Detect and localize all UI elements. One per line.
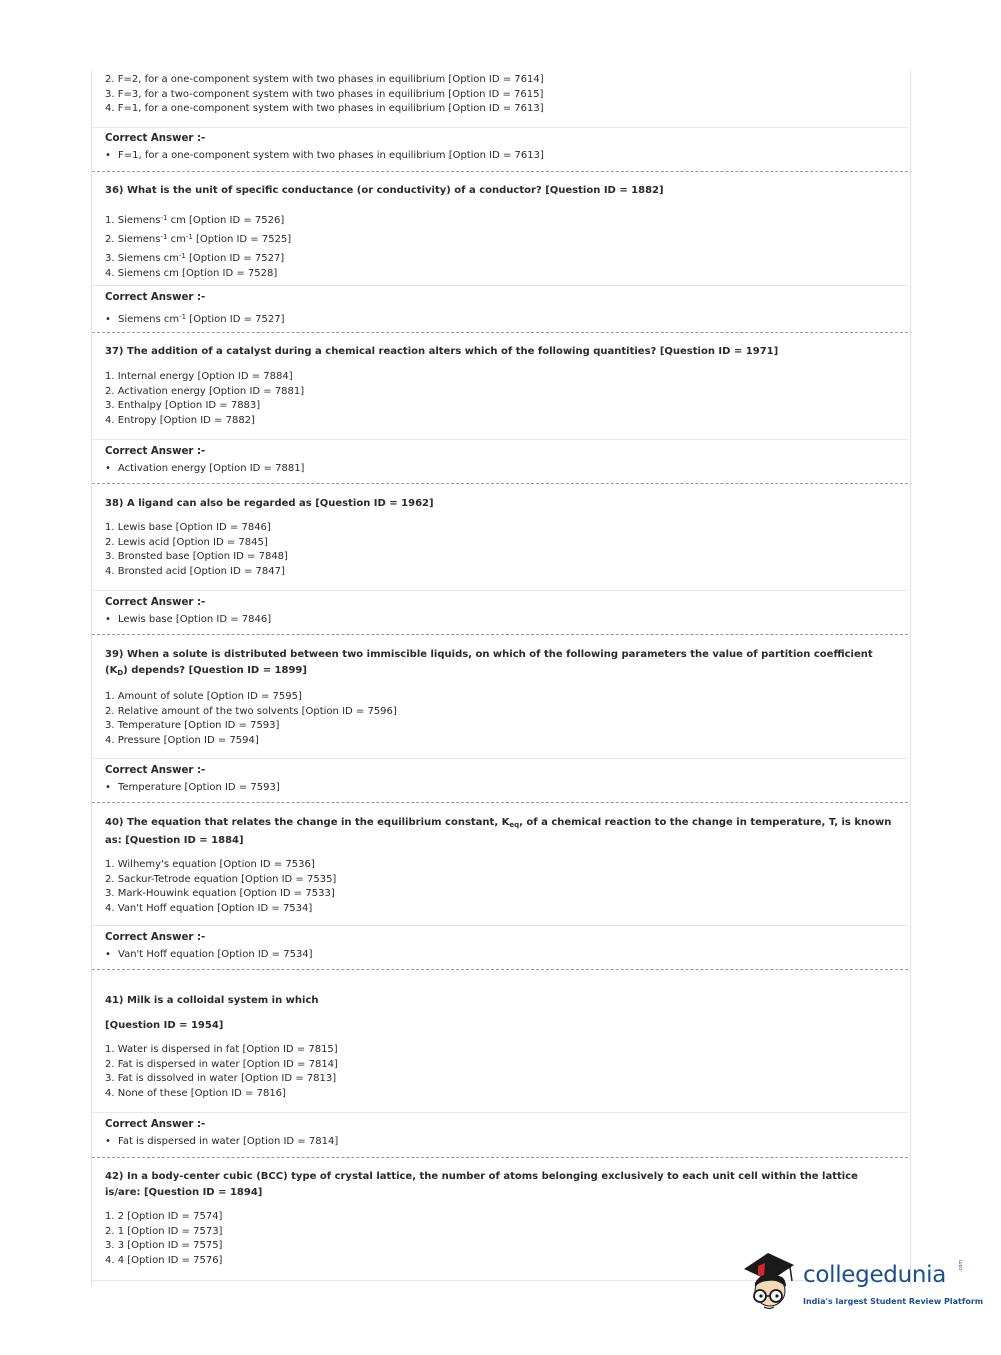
option-line: 2. F=2, for a one-component system with two phases in equilibrium [Option ID = 7614] [105, 74, 544, 85]
separator [92, 590, 908, 591]
separator [92, 285, 908, 286]
question-37 [105, 344, 895, 429]
question-divider [92, 332, 908, 333]
options-list [105, 1043, 895, 1102]
option-line: 3. Siemens $cm^{-1}$ [Option ID = 7527] [105, 252, 285, 264]
option-line: 2. 1 [Option ID = 7573] [105, 1225, 223, 1237]
option-line: 1. Amount of solute [Option ID = 7595] [105, 691, 302, 702]
question-divider [92, 1157, 908, 1158]
question-text: 36) What is the unit of specific conductance (or conductivity) of a conductor? [Question ID = 1882] [105, 185, 664, 196]
question-text: 40) The equation that relates the change in the equilibrium constant, $K_{eq}$, of a chemical reaction to the change in temperature, T, is known as: [Question ID = 1884] [105, 817, 892, 846]
option-line: 3. F=3, for a two-component system with two phases in equilibrium [Option ID = 7615] [105, 88, 544, 100]
answer-39 [105, 764, 895, 795]
option-line: 3. Enthalpy [Option ID = 7883] [105, 400, 261, 412]
option-line: 1. Lewis base [Option ID = 7846] [105, 522, 271, 533]
options-list [105, 210, 895, 282]
option-line: 4. Entropy [Option ID = 7882] [105, 415, 255, 427]
brand-name: collegedunia [803, 1262, 947, 1288]
option-line: 3. 3 [Option ID = 7575] [105, 1240, 223, 1252]
option-line: 2. Lewis acid [Option ID = 7845] [105, 536, 268, 548]
options-list [105, 690, 895, 749]
question-40 [105, 815, 895, 917]
correct-answer-label: Correct Answer :- [105, 932, 206, 943]
correct-answer: • Siemens $cm^{-1}$ [Option ID = 7527] [105, 313, 285, 325]
option-line: 2. Sackur-Tetrode equation [Option ID = 7535] [105, 873, 337, 885]
option-line: 4. F=1, for a one-component system with two phases in equilibrium [Option ID = 7613] [105, 103, 544, 115]
separator [92, 758, 908, 759]
option-line: 2. Siemens$^{-1}$ $cm^{-1}$ [Option ID = 7525] [105, 233, 292, 245]
option-line: 4. Van't Hoff equation [Option ID = 7534] [105, 903, 313, 915]
brand-tagline: India's largest Student Review Platform [803, 1297, 984, 1306]
option-line: 1. 2 [Option ID = 7574] [105, 1211, 223, 1222]
option-line: 1. Internal energy [Option ID = 7884] [105, 371, 293, 382]
option-line: 3. Bronsted base [Option ID = 7848] [105, 551, 288, 563]
correct-answer: • Lewis base [Option ID = 7846] [105, 614, 272, 625]
option-line: 2. Relative amount of the two solvents [Option ID = 7596] [105, 705, 397, 717]
question-id: [Question ID = 1954] [105, 1020, 224, 1031]
option-line: 2. Fat is dispersed in water [Option ID = 7814] [105, 1058, 338, 1070]
exam-sheet [91, 70, 911, 1285]
correct-answer-label: Correct Answer :- [105, 292, 206, 303]
correct-answer: • Activation energy [Option ID = 7881] [105, 463, 305, 474]
correct-answer: • Fat is dispersed in water [Option ID = 7814] [105, 1136, 339, 1147]
option-line: 3. Temperature [Option ID = 7593] [105, 720, 280, 732]
intro-answer-block [105, 132, 895, 163]
correct-answer-label: Correct Answer :- [105, 597, 206, 608]
question-text: 41) Milk is a colloidal system in which [105, 995, 319, 1006]
option-line: 4. None of these [Option ID = 7816] [105, 1088, 286, 1100]
question-divider [92, 802, 908, 803]
correct-answer-label: Correct Answer :- [105, 1119, 206, 1130]
correct-answer: • Temperature [Option ID = 7593] [105, 782, 280, 793]
options-list [105, 858, 895, 917]
question-text: 38) A ligand can also be regarded as [Question ID = 1962] [105, 498, 434, 509]
question-text: 37) The addition of a catalyst during a chemical reaction alters which of the following quantities? [Question ID = 1971] [105, 346, 779, 357]
option-line: 2. Activation energy [Option ID = 7881] [105, 385, 305, 397]
question-39 [105, 647, 895, 749]
question-divider [92, 969, 908, 970]
question-36 [105, 183, 895, 282]
separator [92, 439, 908, 440]
option-line: 1. Wilhemy's equation [Option ID = 7536] [105, 859, 315, 870]
option-line: 1. Water is dispersed in fat [Option ID = 7815] [105, 1044, 338, 1055]
question-41 [105, 993, 895, 1102]
brand-suffix: .com [958, 1259, 964, 1272]
question-text: 42) In a body-center cubic (BCC) type of crystal lattice, the number of atoms belonging exclusively to each unit cell within the lattice is/are: [Question ID = 1894] [105, 1171, 858, 1198]
correct-answer-label: Correct Answer :- [105, 765, 206, 776]
answer-41 [105, 1118, 895, 1149]
option-line: 4. Bronsted acid [Option ID = 7847] [105, 566, 285, 578]
options-list [105, 521, 895, 580]
question-38 [105, 496, 895, 580]
answer-40 [105, 931, 895, 962]
separator [92, 925, 908, 926]
answer-38 [105, 596, 895, 627]
question-divider [92, 483, 908, 484]
option-line: 4. 4 [Option ID = 7576] [105, 1255, 223, 1267]
option-line: 3. Mark-Houwink equation [Option ID = 7533] [105, 888, 335, 900]
separator [92, 1112, 908, 1113]
separator [92, 127, 908, 128]
option-line: 1. Siemens$^{-1}$ cm [Option ID = 7526] [105, 214, 285, 226]
answer-36 [105, 291, 895, 327]
question-divider [92, 171, 908, 172]
correct-answer-label: Correct Answer :- [105, 446, 206, 457]
answer-37 [105, 445, 895, 476]
options-list [105, 370, 895, 429]
correct-answer: • F=1, for a one-component system with two phases in equilibrium [Option ID = 7613] [105, 150, 544, 161]
correct-answer: • Van't Hoff equation [Option ID = 7534] [105, 949, 313, 960]
option-line: 3. Fat is dissolved in water [Option ID = 7813] [105, 1073, 337, 1085]
option-line: 4. Pressure [Option ID = 7594] [105, 735, 259, 747]
question-text: 39) When a solute is distributed between two immiscible liquids, on which of the following parameters the value of partition coefficient $(K_D)$ depends? [Question ID = 1899] [105, 649, 873, 677]
correct-answer-label: Correct Answer :- [105, 133, 206, 144]
question-divider [92, 634, 908, 635]
intro-options [105, 73, 895, 117]
option-line: 4. Siemens cm [Option ID = 7528] [105, 268, 278, 279]
